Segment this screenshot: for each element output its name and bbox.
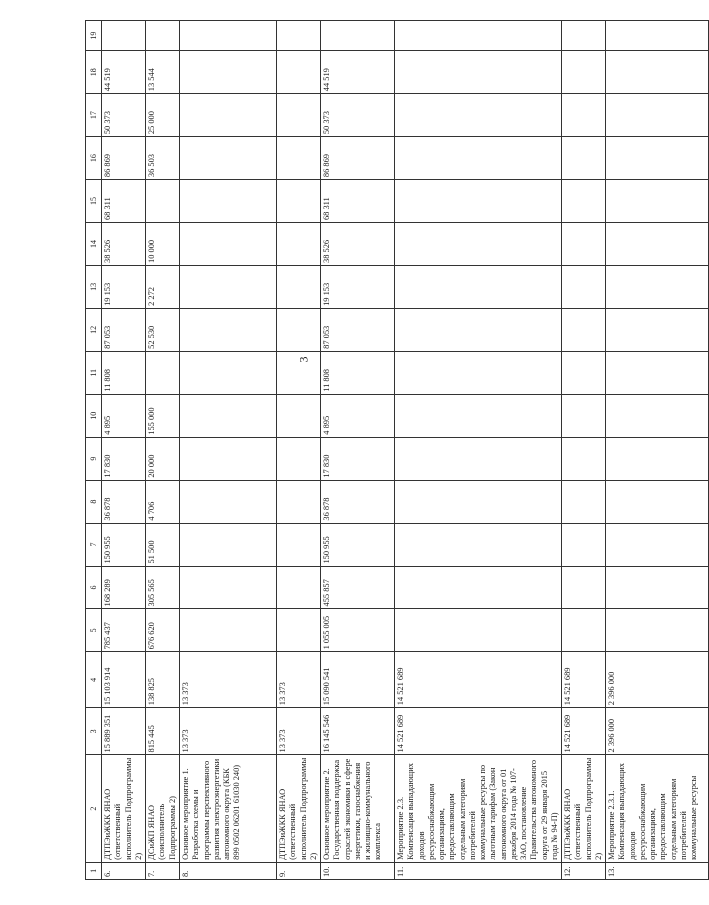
row-name-cell: ДТПЭиЖКК ЯНАО (ответственный исполнитель Подпрограммы 2) <box>277 755 321 862</box>
value-cell <box>562 394 606 437</box>
row-number-cell: 8. <box>180 862 277 879</box>
row-name-cell: ДТПЭиЖКК ЯНАО (ответственный исполнитель Подпрограммы 2) <box>562 755 606 862</box>
value-cell: 138 825 <box>146 652 180 708</box>
value-cell <box>102 21 146 51</box>
value-cell <box>606 308 709 351</box>
value-cell <box>395 137 562 180</box>
column-number-cell: 13 <box>86 265 102 308</box>
value-cell: 87 053 <box>102 308 146 351</box>
column-number-cell: 6 <box>86 566 102 609</box>
row-name-cell: ДСиЖП ЯНАО (соисполнитель Подпрограммы 2) <box>146 755 180 862</box>
value-cell: 17 830 <box>102 437 146 480</box>
table-row <box>562 21 606 880</box>
value-cell <box>562 609 606 652</box>
value-cell: 14 521 689 <box>562 708 606 755</box>
column-number-row <box>86 21 102 880</box>
value-cell: 455 857 <box>321 566 395 609</box>
value-cell: 15 889 351 <box>102 708 146 755</box>
value-cell <box>395 223 562 266</box>
value-cell <box>277 21 321 51</box>
value-cell: 155 000 <box>146 394 180 437</box>
value-cell <box>180 265 277 308</box>
table-row <box>321 21 395 880</box>
value-cell <box>562 437 606 480</box>
value-cell <box>277 609 321 652</box>
value-cell: 19 153 <box>102 265 146 308</box>
column-number-cell: 17 <box>86 94 102 137</box>
value-cell: 168 289 <box>102 566 146 609</box>
value-cell <box>180 137 277 180</box>
table-body <box>86 21 709 880</box>
value-cell <box>277 351 321 394</box>
value-cell <box>395 394 562 437</box>
value-cell: 44 519 <box>102 51 146 94</box>
value-cell <box>606 223 709 266</box>
value-cell: 50 373 <box>321 94 395 137</box>
value-cell <box>180 51 277 94</box>
value-cell <box>562 137 606 180</box>
value-cell: 2 272 <box>146 265 180 308</box>
column-number-cell: 11 <box>86 351 102 394</box>
column-number-cell: 1 <box>86 862 102 879</box>
table-row <box>606 21 709 880</box>
value-cell: 4 895 <box>321 394 395 437</box>
column-number-cell: 19 <box>86 21 102 51</box>
value-cell <box>562 480 606 523</box>
value-cell <box>562 265 606 308</box>
column-number-cell: 16 <box>86 137 102 180</box>
value-cell <box>395 21 562 51</box>
value-cell: 13 544 <box>146 51 180 94</box>
value-cell: 87 053 <box>321 308 395 351</box>
row-name-cell: Мероприятие 2.3. Компенсация выпадающих доходов ресурсоснабжающим организациям, предоставляющим отдельным категориям потребителей коммунальные ресурсы по льготным тарифам (Закон автономного округа от 01 декабря 2014 года № 107-ЗАО, постановление Правительства автономного округа от 29 января 2015 года № 94-П) <box>395 755 562 862</box>
value-cell <box>180 566 277 609</box>
value-cell <box>395 566 562 609</box>
value-cell <box>395 308 562 351</box>
value-cell: 2 396 000 <box>606 708 709 755</box>
value-cell: 2 396 000 <box>606 652 709 708</box>
value-cell <box>606 480 709 523</box>
value-cell <box>562 51 606 94</box>
value-cell <box>277 523 321 566</box>
value-cell: 86 869 <box>321 137 395 180</box>
value-cell <box>606 21 709 51</box>
value-cell: 14 521 689 <box>395 652 562 708</box>
value-cell <box>277 223 321 266</box>
value-cell <box>606 523 709 566</box>
table-row <box>277 21 321 880</box>
value-cell <box>277 566 321 609</box>
value-cell <box>146 351 180 394</box>
value-cell <box>180 609 277 652</box>
value-cell: 17 830 <box>321 437 395 480</box>
value-cell: 36 878 <box>102 480 146 523</box>
column-number-cell: 14 <box>86 223 102 266</box>
value-cell <box>395 523 562 566</box>
column-number-cell: 8 <box>86 480 102 523</box>
value-cell <box>180 223 277 266</box>
value-cell <box>277 480 321 523</box>
column-number-cell: 15 <box>86 180 102 223</box>
value-cell <box>277 394 321 437</box>
value-cell: 11 808 <box>102 351 146 394</box>
value-cell <box>395 51 562 94</box>
value-cell: 14 521 689 <box>395 708 562 755</box>
value-cell: 10 000 <box>146 223 180 266</box>
value-cell: 25 000 <box>146 94 180 137</box>
column-number-cell: 9 <box>86 437 102 480</box>
value-cell: 13 373 <box>180 708 277 755</box>
value-cell <box>562 308 606 351</box>
column-number-cell: 3 <box>86 708 102 755</box>
value-cell: 676 620 <box>146 609 180 652</box>
column-number-cell: 5 <box>86 609 102 652</box>
value-cell <box>180 21 277 51</box>
row-number-cell: 11. <box>395 862 562 879</box>
value-cell <box>395 180 562 223</box>
value-cell: 150 955 <box>102 523 146 566</box>
row-name-cell: Основное мероприятие 1. Разработка схемы и программы перспективного развития электроэнергетики автономного округа (КБК 899 0502 06201 61030 240) <box>180 755 277 862</box>
column-number-cell: 2 <box>86 755 102 862</box>
value-cell: 13 373 <box>180 652 277 708</box>
value-cell <box>562 523 606 566</box>
value-cell <box>562 94 606 137</box>
value-cell: 4 895 <box>102 394 146 437</box>
value-cell <box>606 351 709 394</box>
value-cell <box>395 265 562 308</box>
value-cell: 150 955 <box>321 523 395 566</box>
value-cell <box>180 351 277 394</box>
value-cell: 38 526 <box>321 223 395 266</box>
value-cell <box>562 21 606 51</box>
column-number-cell: 4 <box>86 652 102 708</box>
value-cell <box>146 180 180 223</box>
value-cell: 815 445 <box>146 708 180 755</box>
value-cell: 15 090 541 <box>321 652 395 708</box>
value-cell <box>562 180 606 223</box>
value-cell <box>277 94 321 137</box>
column-number-cell: 12 <box>86 308 102 351</box>
value-cell: 44 519 <box>321 51 395 94</box>
row-name-cell: Основное мероприятие 2. Государственная поддержка отраслей экономики в сфере энергетики, газоснабжения и жилищно-коммунального комплекса <box>321 755 395 862</box>
value-cell <box>146 21 180 51</box>
rotated-table-container <box>85 20 698 880</box>
value-cell <box>277 180 321 223</box>
value-cell <box>395 94 562 137</box>
value-cell: 50 373 <box>102 94 146 137</box>
value-cell: 16 145 546 <box>321 708 395 755</box>
value-cell <box>321 21 395 51</box>
value-cell <box>395 351 562 394</box>
value-cell: 15 103 914 <box>102 652 146 708</box>
row-number-cell: 9. <box>277 862 321 879</box>
value-cell <box>180 94 277 137</box>
value-cell <box>606 51 709 94</box>
value-cell <box>277 265 321 308</box>
value-cell: 68 311 <box>321 180 395 223</box>
table-row <box>146 21 180 880</box>
value-cell <box>180 523 277 566</box>
value-cell: 36 878 <box>321 480 395 523</box>
value-cell <box>395 437 562 480</box>
value-cell: 13 373 <box>277 652 321 708</box>
value-cell: 86 869 <box>102 137 146 180</box>
value-cell: 52 530 <box>146 308 180 351</box>
value-cell: 19 153 <box>321 265 395 308</box>
column-number-cell: 18 <box>86 51 102 94</box>
value-cell: 785 437 <box>102 609 146 652</box>
row-number-cell: 7. <box>146 862 180 879</box>
value-cell: 68 311 <box>102 180 146 223</box>
value-cell <box>562 223 606 266</box>
value-cell: 305 565 <box>146 566 180 609</box>
value-cell <box>606 609 709 652</box>
row-number-cell: 13. <box>606 862 709 879</box>
value-cell: 13 373 <box>277 708 321 755</box>
value-cell <box>180 437 277 480</box>
value-cell <box>180 480 277 523</box>
value-cell <box>395 480 562 523</box>
value-cell <box>562 566 606 609</box>
budget-table <box>85 20 709 880</box>
value-cell <box>277 51 321 94</box>
row-number-cell: 12. <box>562 862 606 879</box>
row-name-cell: Мероприятие 2.3.1. Компенсация выпадающих доходов ресурсоснабжающим организациям, предоставляющим отдельным категориям потребителей коммунальные ресурсы <box>606 755 709 862</box>
value-cell <box>606 437 709 480</box>
value-cell <box>180 394 277 437</box>
value-cell <box>606 180 709 223</box>
row-name-cell: ДТПЭиЖКК ЯНАО (ответственный исполнитель Подпрограммы 2) <box>102 755 146 862</box>
table-row <box>395 21 562 880</box>
value-cell <box>180 180 277 223</box>
value-cell <box>562 351 606 394</box>
value-cell <box>606 137 709 180</box>
value-cell <box>606 94 709 137</box>
value-cell <box>277 308 321 351</box>
row-number-cell: 6. <box>102 862 146 879</box>
value-cell <box>606 265 709 308</box>
column-number-cell: 7 <box>86 523 102 566</box>
value-cell: 14 521 689 <box>562 652 606 708</box>
value-cell: 51 500 <box>146 523 180 566</box>
table-row <box>102 21 146 880</box>
column-number-cell: 10 <box>86 394 102 437</box>
value-cell <box>606 394 709 437</box>
value-cell: 11 808 <box>321 351 395 394</box>
value-cell <box>277 437 321 480</box>
value-cell: 36 503 <box>146 137 180 180</box>
page-number: 3 <box>296 356 311 363</box>
value-cell: 1 055 005 <box>321 609 395 652</box>
row-number-cell: 10. <box>321 862 395 879</box>
value-cell: 4 706 <box>146 480 180 523</box>
value-cell <box>395 609 562 652</box>
value-cell <box>277 137 321 180</box>
value-cell <box>606 566 709 609</box>
table-row <box>180 21 277 880</box>
value-cell: 38 526 <box>102 223 146 266</box>
value-cell <box>180 308 277 351</box>
value-cell: 20 000 <box>146 437 180 480</box>
